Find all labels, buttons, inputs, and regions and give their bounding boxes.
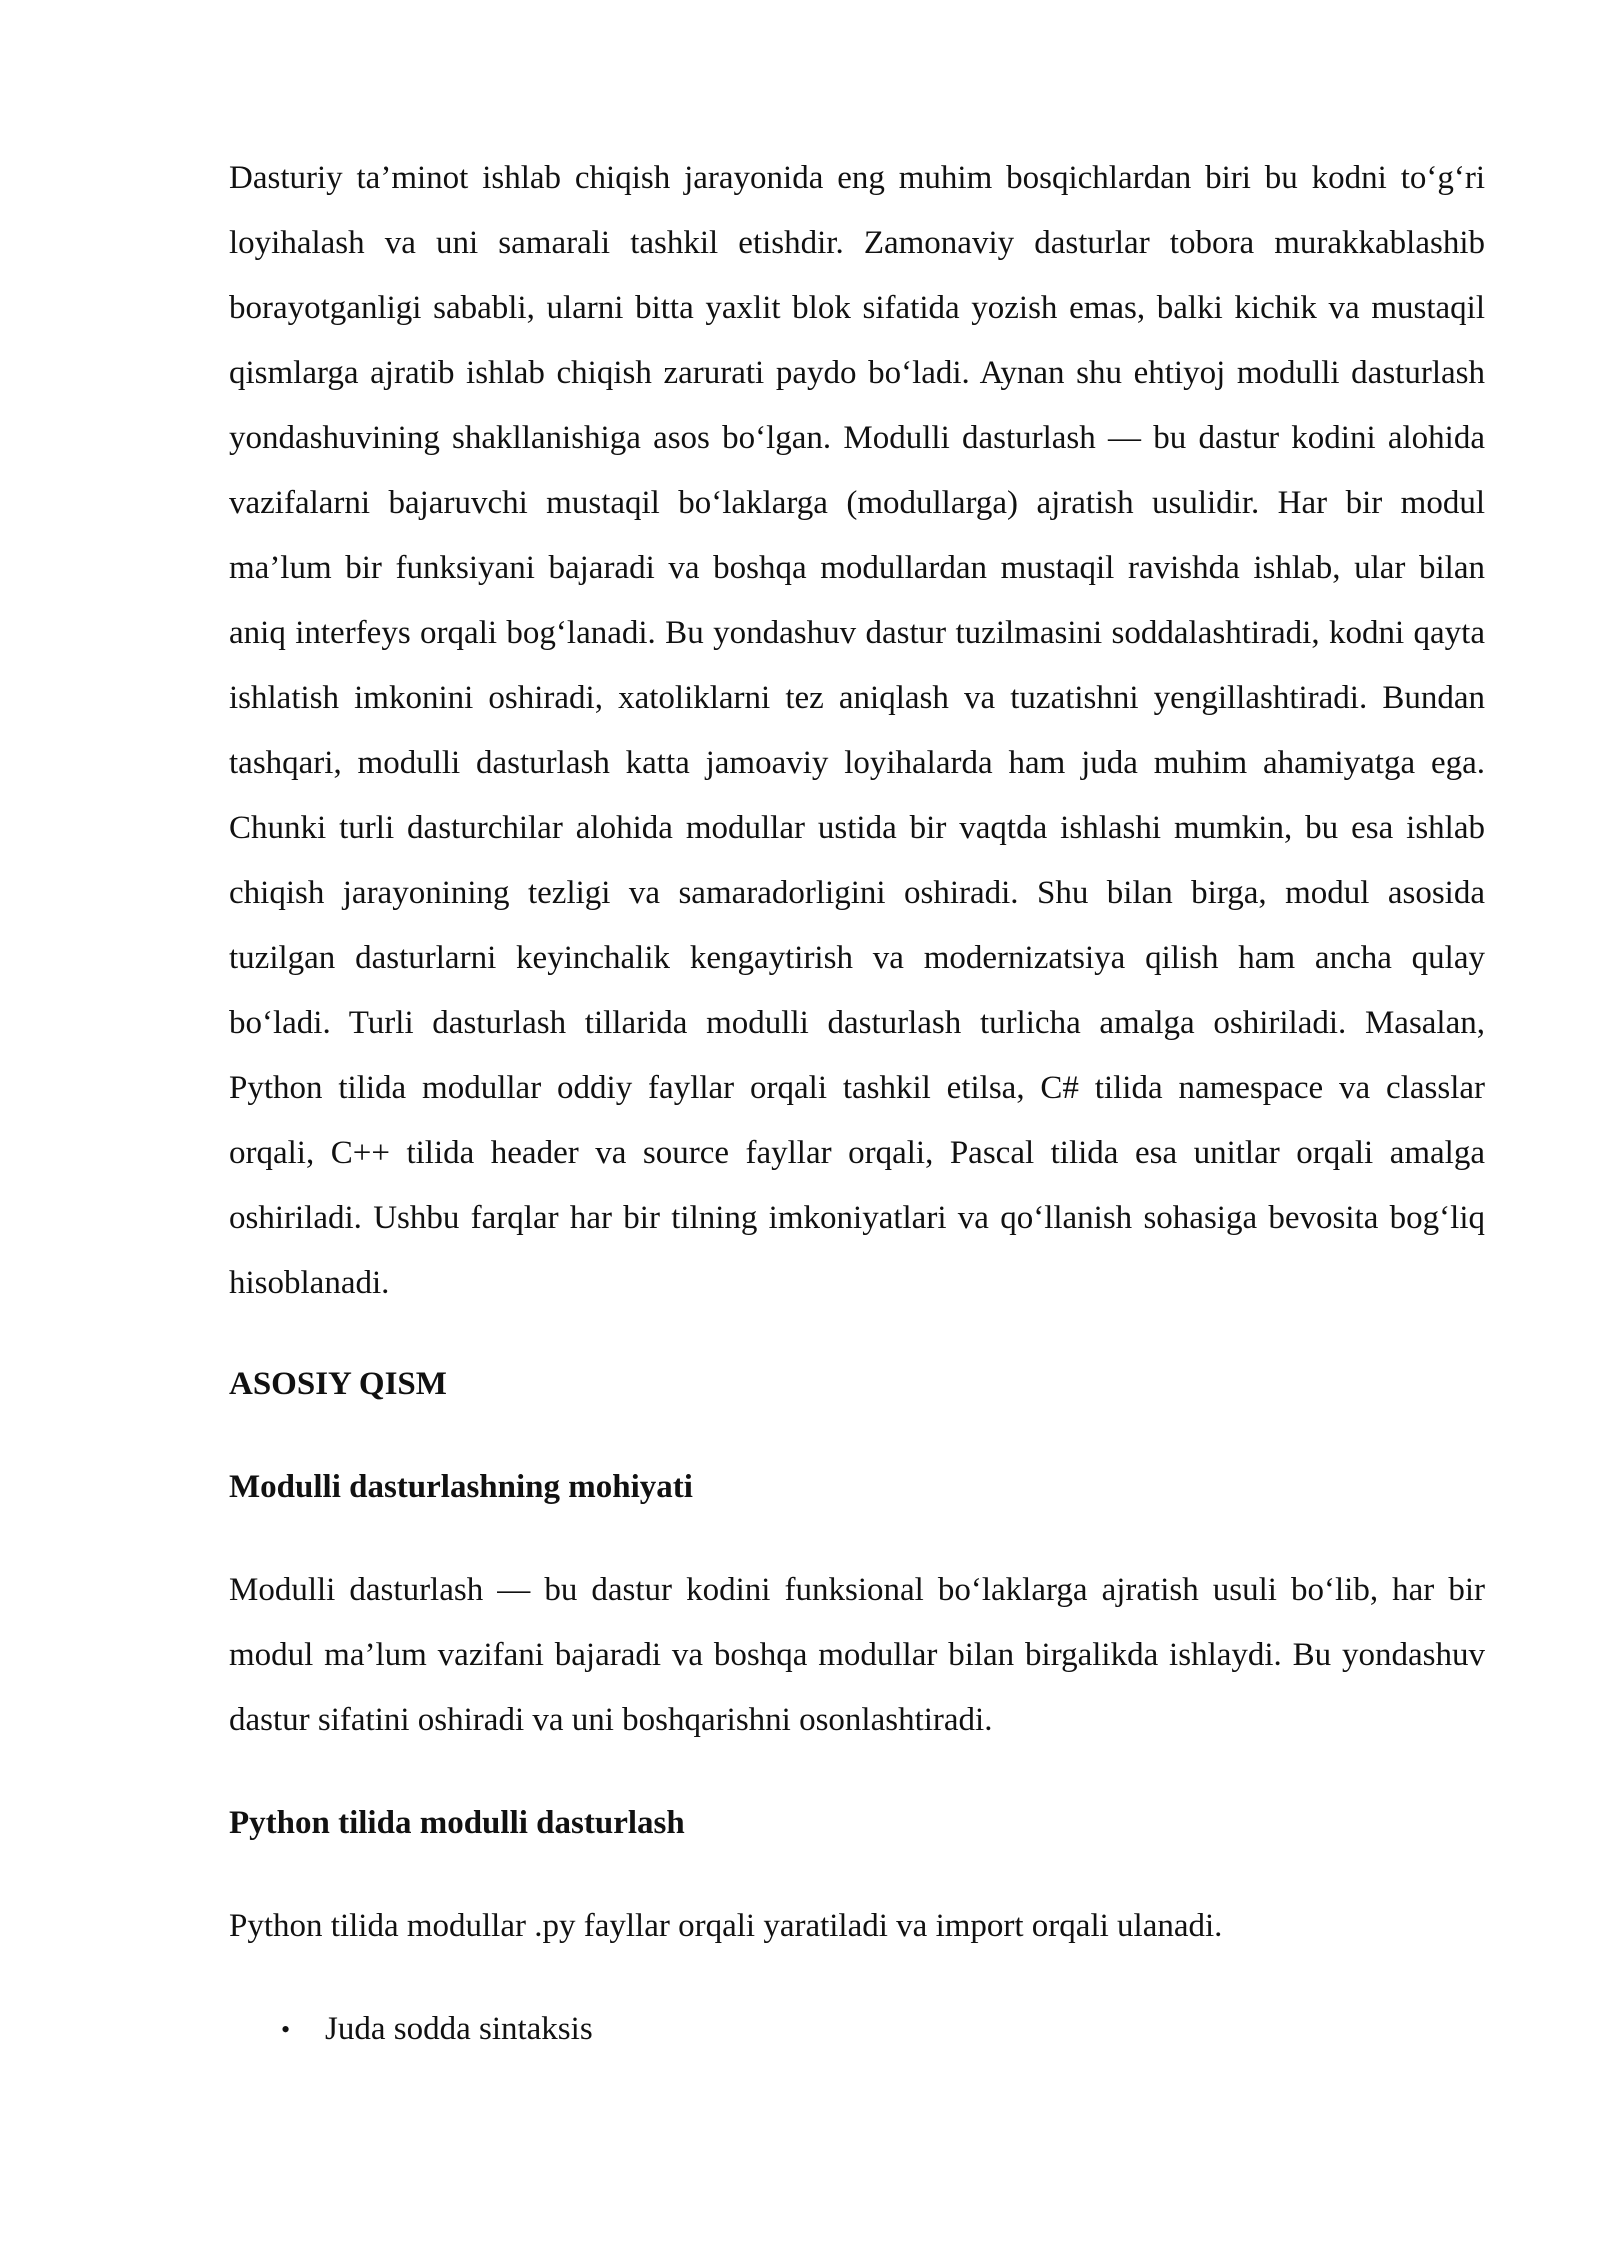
section-heading-modular-essence: Modulli dasturlashning mohiyati <box>229 1469 693 1505</box>
section-paragraph-modular-essence: Modulli dasturlash — bu dastur kodini funksional bo‘laklarga ajratish usuli bo‘lib, har bir modul ma’lum vazifani bajaradi va boshqa modullar bilan birgalikda ishlaydi. Bu yondashuv dastur sifatini oshiradi va uni boshqarishni osonlashtiradi. <box>229 1572 1485 1738</box>
intro-paragraph: Dasturiy ta’minot ishlab chiqish jarayonida eng muhim bosqichlardan biri bu kodni to‘g‘ri loyihalash va uni samarali tashkil etishdir. Zamonaviy dasturlar tobora murakkablashib borayotganligi sababli, ularni bitta yaxlit blok sifatida yozish emas, balki kichik va mustaqil qismlarga ajratib ishlab chiqish zarurati paydo bo‘ladi. Aynan shu ehtiyoj modulli dasturlash yondashuvining shakllanishiga asos bo‘lgan. Modulli dasturlash — bu dastur kodini alohida vazifalarni bajaruvchi mustaqil bo‘laklarga (modullarga) ajratish usulidir. Har bir modul ma’lum bir funksiyani bajaradi va boshqa modullardan mustaqil ravishda ishlab, ular bilan aniq interfeys orqali bog‘lanadi. Bu yondashuv dastur tuzilmasini soddalashtiradi, kodni qayta ishlatish imkonini oshiradi, xatoliklarni tez aniqlash va tuzatishni yengillashtiradi. Bundan tashqari, modulli dasturlash katta jamoaviy loyihalarda ham juda muhim ahamiyatga ega. Chunki turli dasturchilar alohida modullar ustida bir vaqtda ishlashi mumkin, bu esa ishlab chiqish jarayonining tezligi va samaradorligini oshiradi. Shu bilan birga, modul asosida tuzilgan dasturlarni keyinchalik kengaytirish va modernizatsiya qilish ham ancha qulay bo‘ladi. Turli dasturlash tillarida modulli dasturlash turlicha amalga oshiriladi. Masalan, Python tilida modullar oddiy fayllar orqali tashkil etilsa, C# tilida namespace va classlar orqali, C++ tilida header va source fayllar orqali, Pascal tilida esa unitlar orqali amalga oshiriladi. Ushbu farqlar har bir tilning imkoniyatlari va qo‘llanish sohasiga bevosita bog‘liq hisoblanadi. <box>229 160 1485 1301</box>
bullet-icon: • <box>281 2015 291 2044</box>
list-item <box>229 1997 1485 2062</box>
main-section-heading: ASOSIY QISM <box>229 1366 447 1402</box>
section-paragraph-python-modules: Python tilida modullar .py fayllar orqali yaratiladi va import orqali ulanadi. <box>229 1908 1223 1944</box>
bullet-list <box>229 1997 1485 2062</box>
list-item-text: Juda sodda sintaksis <box>325 2011 593 2047</box>
section-heading-python-modules: Python tilida modulli dasturlash <box>229 1805 685 1841</box>
